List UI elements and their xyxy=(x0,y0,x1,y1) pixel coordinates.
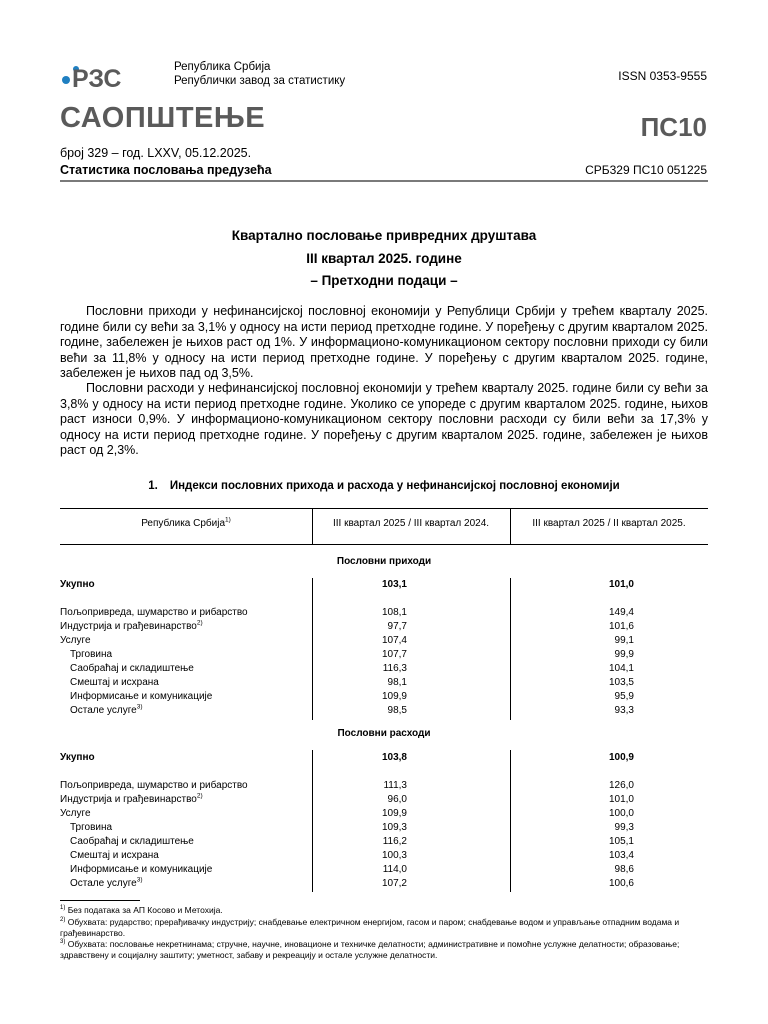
row-label: Остале услуге$^{3)}$ xyxy=(70,876,143,889)
value-yoy: 109,9 xyxy=(381,808,407,819)
column-header-region: Република Србија$^{1)}$ xyxy=(141,516,231,529)
value-qoq: 100,6 xyxy=(608,878,634,889)
org-country: Република Србија xyxy=(174,61,271,73)
value-yoy: 109,3 xyxy=(381,822,407,833)
value-yoy: 98,5 xyxy=(387,705,407,716)
table-row xyxy=(60,850,708,863)
value-qoq: 99,1 xyxy=(614,635,634,646)
value-yoy: 98,1 xyxy=(387,677,407,688)
value-qoq: 95,9 xyxy=(614,691,634,702)
table-row xyxy=(60,579,708,592)
preliminary-heading: – Претходни подаци – xyxy=(310,273,458,288)
row-label: Информисање и комуникације xyxy=(70,691,213,702)
value-yoy: 97,7 xyxy=(387,621,407,632)
row-label: Услуге xyxy=(60,635,91,646)
row-label: Трговина xyxy=(70,649,113,660)
footnote-ref: 2) xyxy=(196,619,203,627)
value-yoy: 100,3 xyxy=(381,850,407,861)
table-row xyxy=(60,663,708,676)
table-row xyxy=(60,752,708,765)
footnote-ref: 3) xyxy=(136,703,143,711)
table-row xyxy=(60,607,708,620)
reference-code: СРБ329 ПС10 051225 xyxy=(585,163,707,177)
value-qoq: 99,3 xyxy=(614,822,634,833)
value-yoy: 103,8 xyxy=(381,752,407,763)
table-row xyxy=(60,621,708,634)
value-yoy: 96,0 xyxy=(387,794,407,805)
table-row xyxy=(60,794,708,807)
value-qoq: 101,6 xyxy=(608,621,634,632)
value-qoq: 126,0 xyxy=(608,780,634,791)
paragraph-expenses: Пословни расходи у нефинансијској пословној економији у трећем кварталу 2025. године били су већи за 3,8% у односу на исти период претходне године. Уколико се упореде с другим кварталом 2025. године, њихов раст износи 0,9%. У информационо-комуникационом сектору пословни расходи су били већи за 17,3% у односу на исти период претходне године. У поређењу с другим кварталом 2025. године, забележен је њихов раст од 2,3%. xyxy=(60,381,708,458)
value-qoq: 100,0 xyxy=(608,808,634,819)
value-qoq: 149,4 xyxy=(608,607,634,618)
table-row xyxy=(60,705,708,718)
table-title xyxy=(60,480,708,492)
row-label: Саобраћај и складиштење xyxy=(70,663,194,674)
row-label: Смештај и исхрана xyxy=(70,677,159,688)
value-qoq: 103,4 xyxy=(608,850,634,861)
value-qoq: 101,0 xyxy=(608,794,634,805)
row-label: Пољопривреда, шумарство и рибарство xyxy=(60,780,248,791)
value-qoq: 98,6 xyxy=(614,864,634,875)
row-label: Индустрија и грађевинарство$^{2)}$ xyxy=(60,619,203,632)
table-top-rule xyxy=(60,508,708,509)
value-yoy: 107,7 xyxy=(381,649,407,660)
table-row xyxy=(60,780,708,793)
issn: ISSN 0353-9555 xyxy=(618,69,707,83)
value-qoq: 105,1 xyxy=(608,836,634,847)
value-yoy: 109,9 xyxy=(381,691,407,702)
table-row xyxy=(60,808,708,821)
header-divider xyxy=(60,180,708,182)
value-yoy: 107,4 xyxy=(381,635,407,646)
row-label: Трговина xyxy=(70,822,113,833)
row-label: Индустрија и грађевинарство$^{2)}$ xyxy=(60,792,203,805)
table-row xyxy=(60,878,708,891)
row-label: Услуге xyxy=(60,808,91,819)
logo-text: РЗС xyxy=(72,65,122,90)
footnote-divider xyxy=(60,900,140,901)
value-yoy: 114,0 xyxy=(382,864,407,875)
value-yoy: 107,2 xyxy=(381,878,407,889)
table-row xyxy=(60,649,708,662)
value-yoy: 116,2 xyxy=(382,836,407,847)
series-title: Статистика пословања предузећа xyxy=(60,163,272,177)
row-label: Смештај и исхрана xyxy=(70,850,159,861)
period-heading: III квартал 2025. године xyxy=(306,251,462,266)
value-yoy: 111,3 xyxy=(383,780,407,791)
value-qoq: 99,9 xyxy=(614,649,634,660)
row-label: Укупно xyxy=(60,752,95,763)
org-name: Републички завод за статистику xyxy=(174,75,346,87)
table-header-rule xyxy=(60,544,708,545)
table-row xyxy=(60,864,708,877)
footnote: $^{1)}$ Без података за АП Косово и Метохија. xyxy=(60,905,223,915)
section-expenses: Пословни расходи xyxy=(337,728,431,739)
doc-title: САОПШТЕЊЕ xyxy=(60,102,266,134)
main-heading: Квартално пословање привредних друштава xyxy=(231,228,537,243)
row-label: Саобраћај и складиштење xyxy=(70,836,194,847)
logo-dot-icon xyxy=(62,76,70,84)
table-row xyxy=(60,691,708,704)
value-yoy: 103,1 xyxy=(381,579,407,590)
footnote: $^{2)}$ Обухвата: рударство; прерађивачку индустрију; снабдевање електричном енергијом, гасом и паром; снабдевање водом и управљање отпадним водама и грађевинарство. xyxy=(60,917,680,938)
row-label: Пољопривреда, шумарство и рибарство xyxy=(60,607,248,618)
value-qoq: 104,1 xyxy=(608,663,634,674)
table-row xyxy=(60,635,708,648)
row-label: Укупно xyxy=(60,579,95,590)
doc-code: ПС10 xyxy=(640,112,707,142)
column-header-yoy: III квартал 2025 / III квартал 2024. xyxy=(332,518,490,529)
rzs-logo xyxy=(60,62,168,90)
issue-line: број 329 – год. LXXV, 05.12.2025. xyxy=(60,146,252,160)
value-qoq: 93,3 xyxy=(614,705,634,716)
value-yoy: 116,3 xyxy=(382,663,407,674)
footnote-ref: 2) xyxy=(196,792,203,800)
table-row xyxy=(60,836,708,849)
column-header-qoq: III квартал 2025 / II квартал 2025. xyxy=(532,518,686,529)
value-qoq: 103,5 xyxy=(608,677,634,688)
footnote-ref: 1) xyxy=(225,516,231,524)
footnote-ref: 3) xyxy=(136,876,143,884)
value-yoy: 108,1 xyxy=(381,607,407,618)
section-revenue: Пословни приходи xyxy=(336,556,432,567)
organization xyxy=(174,60,345,88)
value-qoq: 100,9 xyxy=(608,752,634,763)
row-label: Остале услуге$^{3)}$ xyxy=(70,703,143,716)
value-qoq: 101,0 xyxy=(608,579,634,590)
paragraph-revenue: Пословни приходи у нефинансијској пословној економији у Републици Србији у трећем кварталу 2025. године били су већи за 3,1% у односу на исти период претходне године. У поређењу с другим кварталом 2025. године, забележен је њихов раст од 1%. У информационо-комуникационом сектору пословни приходи су били већи за 11,8% у односу на исти период претходне године. У поређењу с другим кварталом 2025. године, забележен је њихов пад од 3,5%. xyxy=(60,304,708,381)
table-row xyxy=(60,822,708,835)
table-title-text: Индекси пословних прихода и расхода у нефинансијској пословној економији xyxy=(169,480,620,492)
table-row xyxy=(60,677,708,690)
row-label: Информисање и комуникације xyxy=(70,864,213,875)
footnote: $^{3)}$ Обухвата: пословање некретнинама; стручне, научне, иновационе и техничке делатности; административне и помоћне услужне делатности; образовање; здравствену и социјалну заштиту; уметност, забаву и рекреацију и остале услужне делатности. xyxy=(60,939,680,960)
table-number: 1. xyxy=(148,480,158,492)
